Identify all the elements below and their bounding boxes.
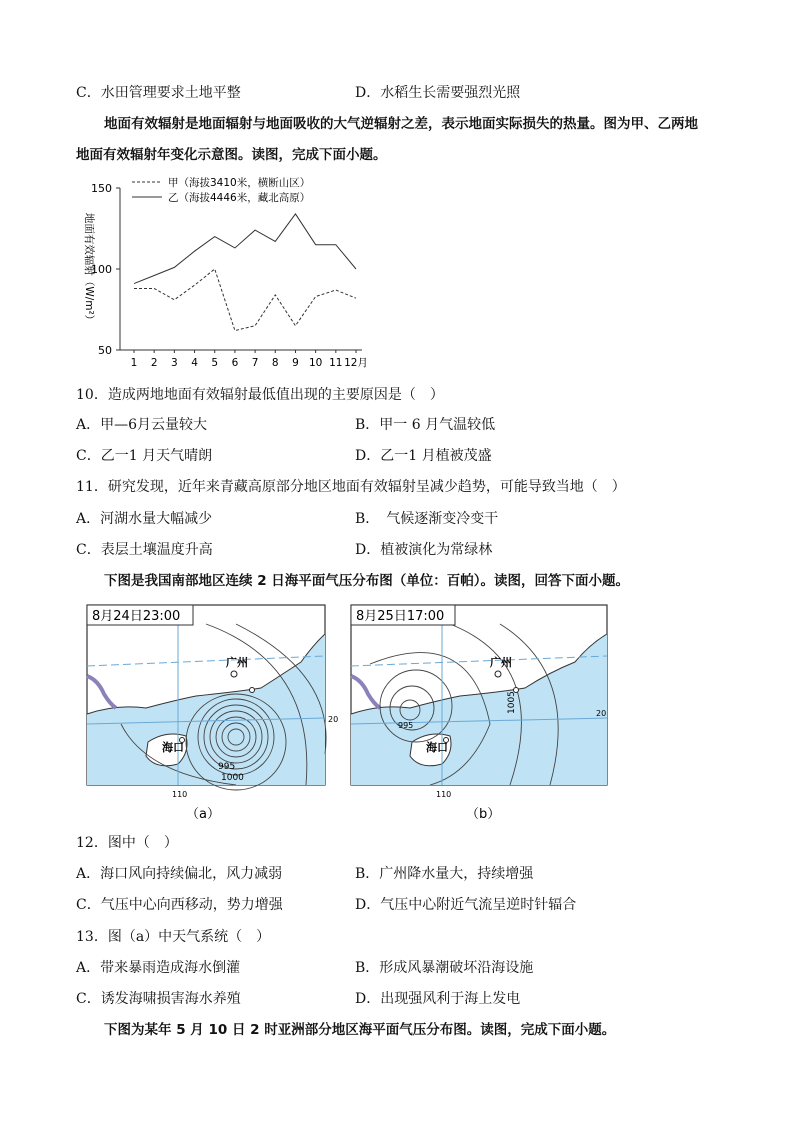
- pressure-map-a: [86, 604, 339, 824]
- map-a-city-haikou: 海口: [162, 741, 184, 754]
- question-12-stem: 12．图中（ ）: [76, 835, 178, 851]
- series-line-1: [134, 269, 356, 331]
- map-b-lat-label: 20: [596, 709, 607, 718]
- x-tick-label: 8: [271, 357, 279, 369]
- q10-option-b: B．甲一 6 月气温较低: [355, 417, 496, 433]
- map-b-time: 8月25日17:00: [356, 609, 445, 624]
- x-tick-label: 1: [130, 357, 138, 369]
- q11-option-a: A．河湖水量大幅减少: [76, 511, 213, 527]
- legend-label-2: 乙（海拔4446米，藏北高原）: [168, 192, 311, 204]
- intro-text-asia-map: 下图为某年 5 月 10 日 2 时亚洲部分地区海平面气压分布图。读图，完成下面小题。: [104, 1022, 616, 1038]
- q11-option-c: C．表层土壤温度升高: [76, 542, 213, 558]
- map-a-caption: （a）: [186, 807, 220, 822]
- q10-option-d: D．乙一1 月植被茂盛: [355, 448, 492, 464]
- option-c: C．水田管理要求土地平整: [76, 85, 241, 101]
- q12-option-c: C．气压中心向西移动，势力增强: [76, 897, 283, 913]
- map-a-isobar-995: 995: [218, 762, 236, 772]
- q12-option-d: D．气压中心附近气流呈逆时针辐合: [355, 897, 577, 913]
- intro-text-line2: 地面有效辐射年变化示意图。读图，完成下面小题。: [76, 147, 387, 163]
- q12-option-b: B．广州降水量大，持续增强: [355, 866, 534, 882]
- question-10-stem: 10．造成两地地面有效辐射最低值出现的主要原因是（ ）: [76, 387, 444, 403]
- x-tick-label: 5: [211, 357, 219, 369]
- map-a-isobar-1000: 1000: [221, 773, 244, 783]
- x-tick-label: 11: [329, 357, 343, 369]
- x-tick-label: 7: [251, 357, 259, 369]
- x-tick-label: 4: [191, 357, 198, 369]
- x-tick-label: 9: [292, 357, 299, 369]
- y-axis-label: 地面有效辐射（W/m²）: [83, 212, 95, 326]
- x-tick-label: 12月: [344, 357, 368, 369]
- x-tick-label: 3: [171, 357, 178, 369]
- q11-option-d: D．植被演化为常绿林: [355, 542, 493, 558]
- question-11-stem: 11．研究发现，近年来青藏高原部分地区地面有效辐射呈减少趋势，可能导致当地（ ）: [76, 479, 626, 495]
- series-line-2: [134, 214, 356, 284]
- x-tick-label: 2: [150, 357, 158, 369]
- q10-option-c: C．乙一1 月天气晴朗: [76, 448, 213, 464]
- y-tick-label: 50: [98, 344, 112, 357]
- x-tick-label: 6: [231, 357, 239, 369]
- map-b-caption: （b）: [466, 807, 501, 822]
- pressure-map-b: [350, 604, 610, 824]
- y-tick-label: 100: [91, 263, 112, 276]
- map-b-city-haikou: 海口: [426, 741, 448, 754]
- y-tick-label: 150: [91, 182, 112, 195]
- q12-option-a: A．海口风向持续偏北，风力减弱: [76, 866, 283, 882]
- intro-text-maps: 下图是我国南部地区连续 2 日海平面气压分布图（单位：百帕）。读图，回答下面小题。: [104, 573, 630, 589]
- intro-text-line1: 地面有效辐射是地面辐射与地面吸收的大气逆辐射之差，表示地面实际损失的热量。图为甲、乙两地: [104, 116, 698, 132]
- question-13-stem: 13．图（a）中天气系统（ ）: [76, 929, 271, 945]
- map-a-city-guangzhou: 广州: [226, 656, 248, 669]
- q11-option-b: B． 气候逐渐变冷变干: [355, 511, 499, 527]
- q13-option-c: C．诱发海啸损害海水养殖: [76, 991, 241, 1007]
- map-a-lon-label: 110: [172, 790, 188, 799]
- map-b-city-guangzhou: 广州: [490, 656, 512, 669]
- q13-option-b: B．形成风暴潮破坏沿海设施: [355, 960, 534, 976]
- map-a-time: 8月24日23:00: [92, 609, 181, 624]
- map-b-isobar-995: 995: [398, 721, 414, 730]
- radiation-chart: [70, 172, 380, 372]
- map-b-isobar-1005: 1005: [507, 691, 517, 714]
- q10-option-a: A．甲—6月云量较大: [76, 417, 208, 433]
- q13-option-a: A．带来暴雨造成海水倒灌: [76, 960, 241, 976]
- option-d: D．水稻生长需要强烈光照: [355, 85, 521, 101]
- map-a-lat-label: 20: [328, 715, 339, 724]
- legend-label-1: 甲（海拔3410米，横断山区）: [168, 177, 311, 189]
- x-tick-label: 10: [308, 357, 323, 369]
- map-b-lon-label: 110: [436, 790, 452, 799]
- q13-option-d: D．出现强风利于海上发电: [355, 991, 521, 1007]
